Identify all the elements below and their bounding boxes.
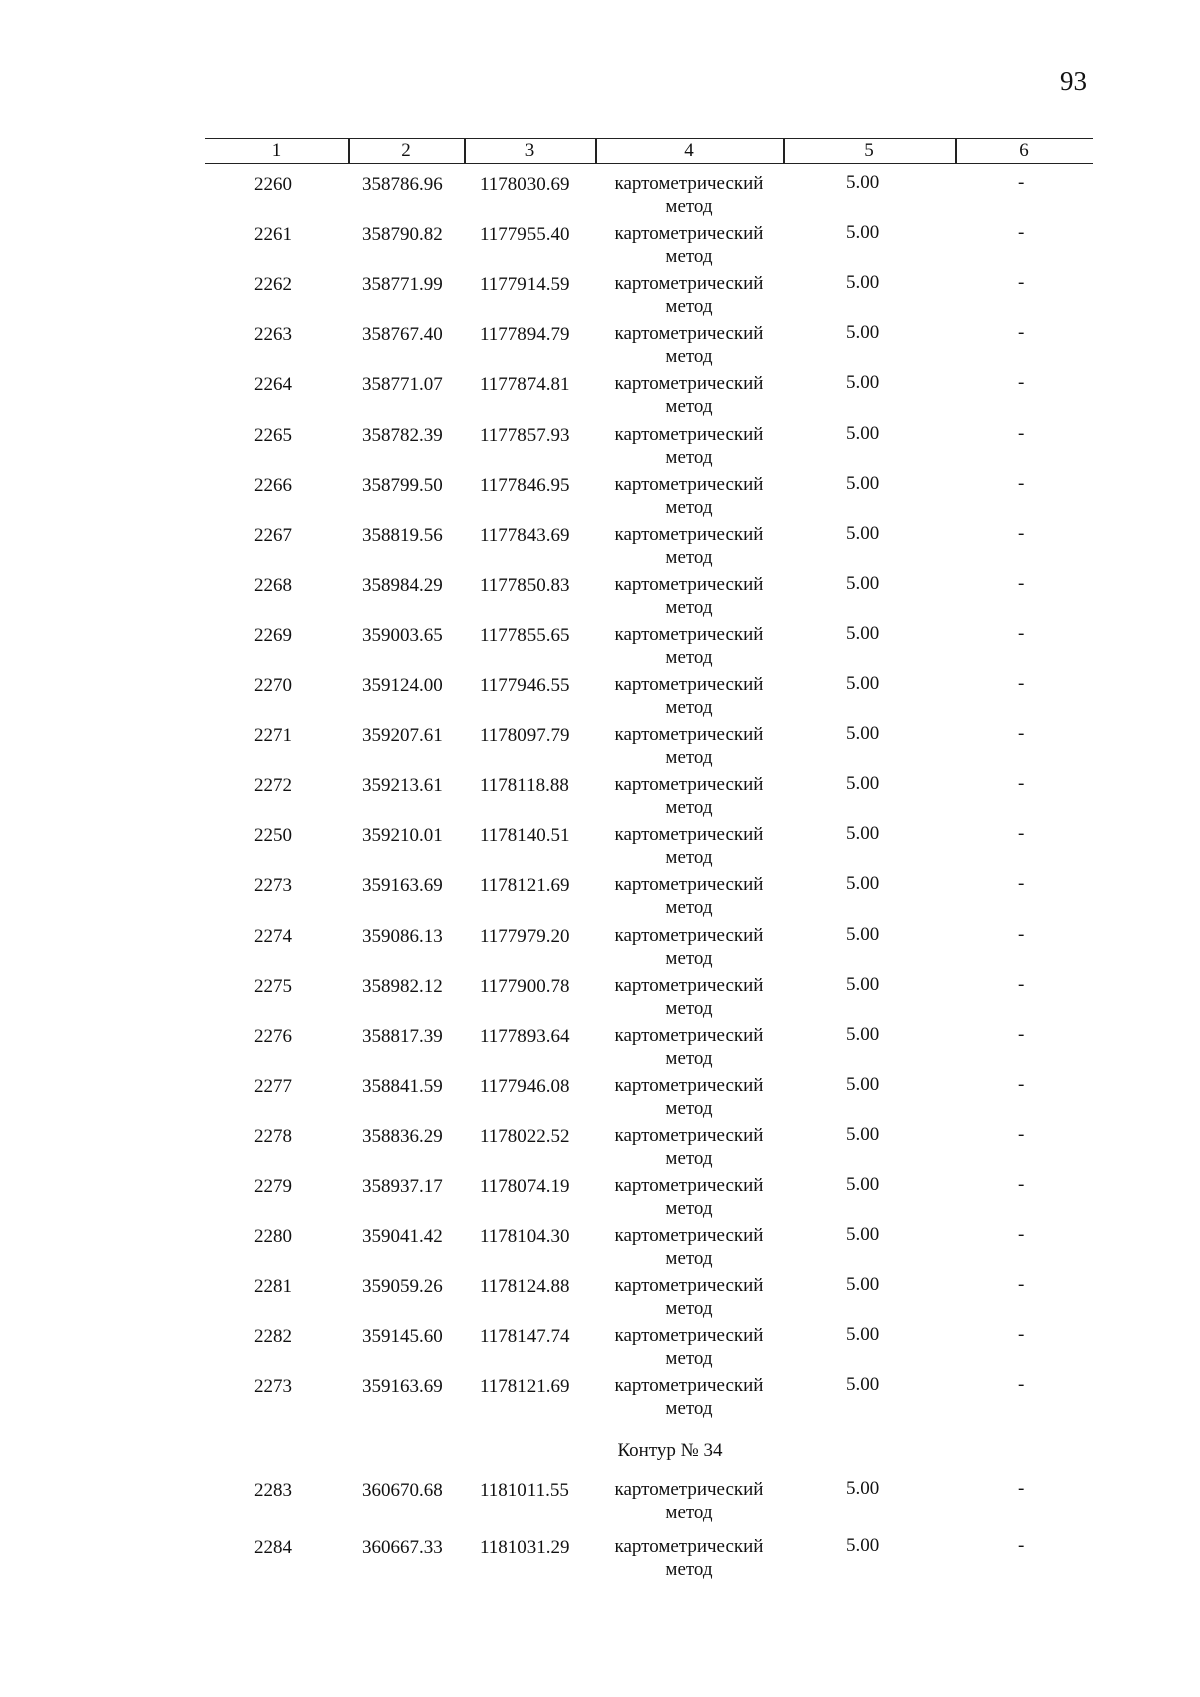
accuracy: 5.00 — [846, 1478, 880, 1499]
method-line-2: метод — [665, 847, 713, 869]
point-number: 2272 — [254, 775, 292, 797]
accuracy: 5.00 — [846, 422, 880, 444]
note: - — [1018, 422, 1025, 444]
method-line-1: картометрический — [614, 724, 764, 746]
table-row — [0, 1174, 1200, 1220]
accuracy: 5.00 — [846, 923, 880, 945]
point-number: 2274 — [254, 925, 292, 947]
point-number: 2265 — [254, 424, 292, 446]
point-number: 2282 — [254, 1326, 292, 1348]
method-line-2: метод — [665, 747, 713, 769]
point-number: 2279 — [254, 1176, 292, 1197]
point-number: 2273 — [254, 875, 292, 897]
point-number: 2261 — [254, 224, 292, 246]
table-row — [0, 974, 1200, 1020]
note: - — [1018, 172, 1025, 193]
coord-y: 1177893.64 — [480, 1025, 570, 1047]
method-line-2: метод — [665, 1348, 713, 1370]
coord-x: 360667.33 — [362, 1537, 443, 1558]
method-line-1: картометрический — [614, 924, 764, 946]
method-line-1: картометрический — [614, 1375, 764, 1397]
method-line-1: картометрический — [614, 1325, 764, 1347]
coord-y: 1178118.88 — [480, 775, 569, 797]
method — [604, 1124, 774, 1170]
method-line-1: картометрический — [614, 1175, 764, 1196]
coord-y: 1178097.79 — [480, 725, 570, 747]
coord-y: 1177843.69 — [480, 524, 570, 546]
method-line-2: метод — [665, 296, 713, 318]
note: - — [1018, 472, 1025, 494]
note: - — [1018, 1274, 1025, 1296]
method — [604, 322, 774, 368]
method — [604, 873, 774, 919]
section-title: Контур № 34 — [617, 1440, 723, 1461]
method — [604, 372, 774, 418]
point-number: 2281 — [254, 1276, 292, 1298]
note: - — [1018, 1535, 1025, 1556]
point-number: 2278 — [254, 1125, 292, 1147]
accuracy: 5.00 — [846, 1535, 880, 1556]
method-line-1: картометрический — [614, 573, 764, 595]
accuracy: 5.00 — [846, 572, 880, 594]
method-line-1: картометрический — [614, 1536, 764, 1557]
point-number: 2270 — [254, 675, 292, 696]
note: - — [1018, 372, 1025, 394]
coord-y: 1177900.78 — [480, 975, 570, 997]
accuracy: 5.00 — [846, 172, 880, 193]
accuracy: 5.00 — [846, 1023, 880, 1045]
coord-x: 358790.82 — [362, 224, 443, 246]
coord-x: 359059.26 — [362, 1276, 443, 1298]
method — [604, 172, 774, 218]
header-col-3: 3 — [524, 140, 535, 161]
method-line-1: картометрический — [614, 1124, 764, 1146]
table-row — [0, 573, 1200, 619]
method-line-1: картометрический — [614, 1479, 764, 1500]
table-row — [0, 1024, 1200, 1070]
coord-y: 1178104.30 — [480, 1226, 570, 1248]
accuracy: 5.00 — [846, 1123, 880, 1145]
method-line-1: картометрический — [614, 874, 764, 896]
table-row — [0, 1478, 1200, 1524]
point-number: 2264 — [254, 374, 292, 396]
coord-x: 359086.13 — [362, 925, 443, 947]
coord-y: 1177846.95 — [480, 474, 570, 496]
table-row — [0, 423, 1200, 469]
method-line-2: метод — [665, 1398, 713, 1420]
accuracy: 5.00 — [846, 773, 880, 795]
method-line-2: метод — [665, 1097, 713, 1119]
method-line-2: метод — [665, 997, 713, 1019]
note: - — [1018, 1023, 1025, 1045]
coord-x: 358819.56 — [362, 524, 443, 546]
coord-x: 359210.01 — [362, 825, 443, 847]
method — [604, 1024, 774, 1070]
method — [604, 823, 774, 869]
method — [604, 974, 774, 1020]
table-row — [0, 623, 1200, 669]
table-row — [0, 372, 1200, 418]
method-line-1: картометрический — [614, 473, 764, 495]
coord-x: 359003.65 — [362, 624, 443, 646]
point-number: 2266 — [254, 474, 292, 496]
method-line-2: метод — [665, 1147, 713, 1169]
coord-y: 1177979.20 — [480, 925, 570, 947]
method-line-2: метод — [665, 1559, 713, 1580]
header-col-1: 1 — [271, 140, 282, 161]
method-line-2: метод — [665, 246, 713, 268]
coord-y: 1178140.51 — [480, 825, 570, 847]
table-row — [0, 523, 1200, 569]
method-line-2: метод — [665, 546, 713, 568]
table-row — [0, 924, 1200, 970]
method — [604, 1535, 774, 1581]
method — [604, 1374, 774, 1420]
method — [604, 573, 774, 619]
table-row — [0, 1535, 1200, 1581]
method — [604, 1174, 774, 1220]
method-line-2: метод — [665, 697, 713, 718]
accuracy: 5.00 — [846, 1174, 880, 1195]
method — [604, 623, 774, 669]
accuracy: 5.00 — [846, 1274, 880, 1296]
point-number: 2277 — [254, 1075, 292, 1097]
note: - — [1018, 1174, 1025, 1195]
method-line-2: метод — [665, 196, 713, 217]
point-number: 2280 — [254, 1226, 292, 1248]
table-row — [0, 1374, 1200, 1420]
method-line-1: картометрический — [614, 523, 764, 545]
method — [604, 1224, 774, 1270]
coord-y: 1178124.88 — [480, 1276, 570, 1298]
method — [604, 423, 774, 469]
method-line-2: метод — [665, 1198, 713, 1219]
method-line-1: картометрический — [614, 824, 764, 846]
method-line-1: картометрический — [614, 774, 764, 796]
point-number: 2276 — [254, 1025, 292, 1047]
method — [604, 1274, 774, 1320]
coord-x: 359163.69 — [362, 875, 443, 897]
method-line-2: метод — [665, 646, 713, 668]
accuracy: 5.00 — [846, 372, 880, 394]
coord-y: 1177850.83 — [480, 574, 570, 596]
method-line-1: картометрический — [614, 1074, 764, 1096]
method-line-2: метод — [665, 346, 713, 368]
accuracy: 5.00 — [846, 823, 880, 845]
method-line-2: метод — [665, 1298, 713, 1320]
table-row — [0, 1224, 1200, 1270]
coord-x: 358836.29 — [362, 1125, 443, 1147]
method — [604, 222, 774, 268]
note: - — [1018, 222, 1025, 244]
method-line-1: картометрический — [614, 674, 764, 695]
note: - — [1018, 622, 1025, 644]
note: - — [1018, 522, 1025, 544]
point-number: 2263 — [254, 324, 292, 346]
table-row — [0, 473, 1200, 519]
coord-x: 360670.68 — [362, 1480, 443, 1501]
method — [604, 924, 774, 970]
method-line-2: метод — [665, 496, 713, 518]
table-row — [0, 322, 1200, 368]
point-number: 2284 — [254, 1537, 292, 1558]
coord-x: 359207.61 — [362, 725, 443, 747]
accuracy: 5.00 — [846, 472, 880, 494]
accuracy: 5.00 — [846, 723, 880, 745]
method — [604, 773, 774, 819]
coord-y: 1177946.55 — [480, 675, 570, 696]
note: - — [1018, 1478, 1025, 1499]
point-number: 2275 — [254, 975, 292, 997]
note: - — [1018, 723, 1025, 745]
note: - — [1018, 1123, 1025, 1145]
method — [604, 1478, 774, 1524]
coord-x: 359145.60 — [362, 1326, 443, 1348]
table-row — [0, 222, 1200, 268]
note: - — [1018, 572, 1025, 594]
method-line-1: картометрический — [614, 1275, 764, 1297]
page-number: 93 — [1060, 66, 1087, 96]
method-line-1: картометрический — [614, 223, 764, 245]
method-line-2: метод — [665, 396, 713, 418]
method-line-2: метод — [665, 897, 713, 919]
coord-x: 359124.00 — [362, 675, 443, 696]
method-line-2: метод — [665, 446, 713, 468]
method-line-2: метод — [665, 797, 713, 819]
table-row — [0, 873, 1200, 919]
table-row — [0, 1324, 1200, 1370]
header-col-4: 4 — [684, 140, 694, 161]
method-line-2: метод — [665, 947, 713, 969]
coord-y: 1177955.40 — [480, 224, 570, 246]
method — [604, 473, 774, 519]
coord-y: 1177894.79 — [480, 324, 570, 346]
table-row — [0, 673, 1200, 719]
accuracy: 5.00 — [846, 1374, 880, 1396]
table-row — [0, 773, 1200, 819]
coord-x: 358767.40 — [362, 324, 443, 346]
method-line-1: картометрический — [614, 623, 764, 645]
note: - — [1018, 1374, 1025, 1396]
table-row — [0, 272, 1200, 318]
table-row — [0, 723, 1200, 769]
point-number: 2271 — [254, 725, 292, 747]
method-line-1: картометрический — [614, 373, 764, 395]
method — [604, 1324, 774, 1370]
coord-x: 358786.96 — [362, 174, 443, 195]
point-number: 2273 — [254, 1376, 292, 1398]
method-line-1: картометрический — [614, 323, 764, 345]
accuracy: 5.00 — [846, 522, 880, 544]
coord-x: 358817.39 — [362, 1025, 443, 1047]
header-col-5: 5 — [864, 140, 874, 161]
coord-y: 1177874.81 — [480, 374, 570, 396]
note: - — [1018, 823, 1025, 845]
coord-y: 1178030.69 — [480, 174, 570, 195]
table-row — [0, 172, 1200, 218]
accuracy: 5.00 — [846, 1224, 880, 1246]
method — [604, 1074, 774, 1120]
coord-y: 1177855.65 — [480, 624, 570, 646]
coord-x: 358984.29 — [362, 574, 443, 596]
note: - — [1018, 873, 1025, 895]
table-row — [0, 823, 1200, 869]
method-line-2: метод — [665, 1248, 713, 1270]
header-bottom-rule — [205, 163, 1093, 164]
accuracy: 5.00 — [846, 1324, 880, 1346]
note: - — [1018, 1073, 1025, 1095]
accuracy: 5.00 — [846, 322, 880, 344]
coord-x: 359163.69 — [362, 1376, 443, 1398]
method — [604, 723, 774, 769]
table-row — [0, 1274, 1200, 1320]
table-row — [0, 1124, 1200, 1170]
method — [604, 272, 774, 318]
header-col-2: 2 — [401, 140, 411, 161]
point-number: 2250 — [254, 825, 292, 847]
coord-y: 1178121.69 — [480, 1376, 570, 1398]
accuracy: 5.00 — [846, 272, 880, 294]
accuracy: 5.00 — [846, 222, 880, 244]
method-line-2: метод — [665, 1502, 713, 1523]
accuracy: 5.00 — [846, 973, 880, 995]
header-col-6: 6 — [1019, 140, 1029, 161]
coord-x: 358771.07 — [362, 374, 443, 396]
coord-x: 358982.12 — [362, 975, 443, 997]
coord-y: 1177857.93 — [480, 424, 570, 446]
note: - — [1018, 322, 1025, 344]
coord-x: 359213.61 — [362, 775, 443, 797]
accuracy: 5.00 — [846, 622, 880, 644]
method-line-2: метод — [665, 596, 713, 618]
accuracy: 5.00 — [846, 1073, 880, 1095]
note: - — [1018, 673, 1025, 694]
coord-y: 1181011.55 — [480, 1480, 569, 1501]
table-header — [205, 130, 1093, 162]
coord-y: 1178022.52 — [480, 1125, 570, 1147]
coord-y: 1178074.19 — [480, 1176, 570, 1197]
note: - — [1018, 1224, 1025, 1246]
note: - — [1018, 973, 1025, 995]
method-line-2: метод — [665, 1047, 713, 1069]
coord-x: 359041.42 — [362, 1226, 443, 1248]
table-row — [0, 1074, 1200, 1120]
coord-x: 358937.17 — [362, 1176, 443, 1197]
coord-x: 358799.50 — [362, 474, 443, 496]
accuracy: 5.00 — [846, 873, 880, 895]
note: - — [1018, 272, 1025, 294]
note: - — [1018, 773, 1025, 795]
method-line-1: картометрический — [614, 1024, 764, 1046]
point-number: 2267 — [254, 524, 292, 546]
method — [604, 523, 774, 569]
coord-x: 358841.59 — [362, 1075, 443, 1097]
point-number: 2260 — [254, 174, 292, 195]
method-line-1: картометрический — [614, 1225, 764, 1247]
method-line-1: картометрический — [614, 974, 764, 996]
note: - — [1018, 1324, 1025, 1346]
accuracy: 5.00 — [846, 673, 880, 694]
coord-y: 1177946.08 — [480, 1075, 570, 1097]
method-line-1: картометрический — [614, 173, 764, 194]
note: - — [1018, 923, 1025, 945]
coord-x: 358771.99 — [362, 274, 443, 296]
point-number: 2268 — [254, 574, 292, 596]
coord-y: 1177914.59 — [480, 274, 570, 296]
point-number: 2269 — [254, 624, 292, 646]
point-number: 2283 — [254, 1480, 292, 1501]
coord-x: 358782.39 — [362, 424, 443, 446]
method-line-1: картометрический — [614, 273, 764, 295]
point-number: 2262 — [254, 274, 292, 296]
coord-y: 1178147.74 — [480, 1326, 570, 1348]
method-line-1: картометрический — [614, 423, 764, 445]
coord-y: 1181031.29 — [480, 1537, 570, 1558]
coord-y: 1178121.69 — [480, 875, 570, 897]
method — [604, 673, 774, 719]
